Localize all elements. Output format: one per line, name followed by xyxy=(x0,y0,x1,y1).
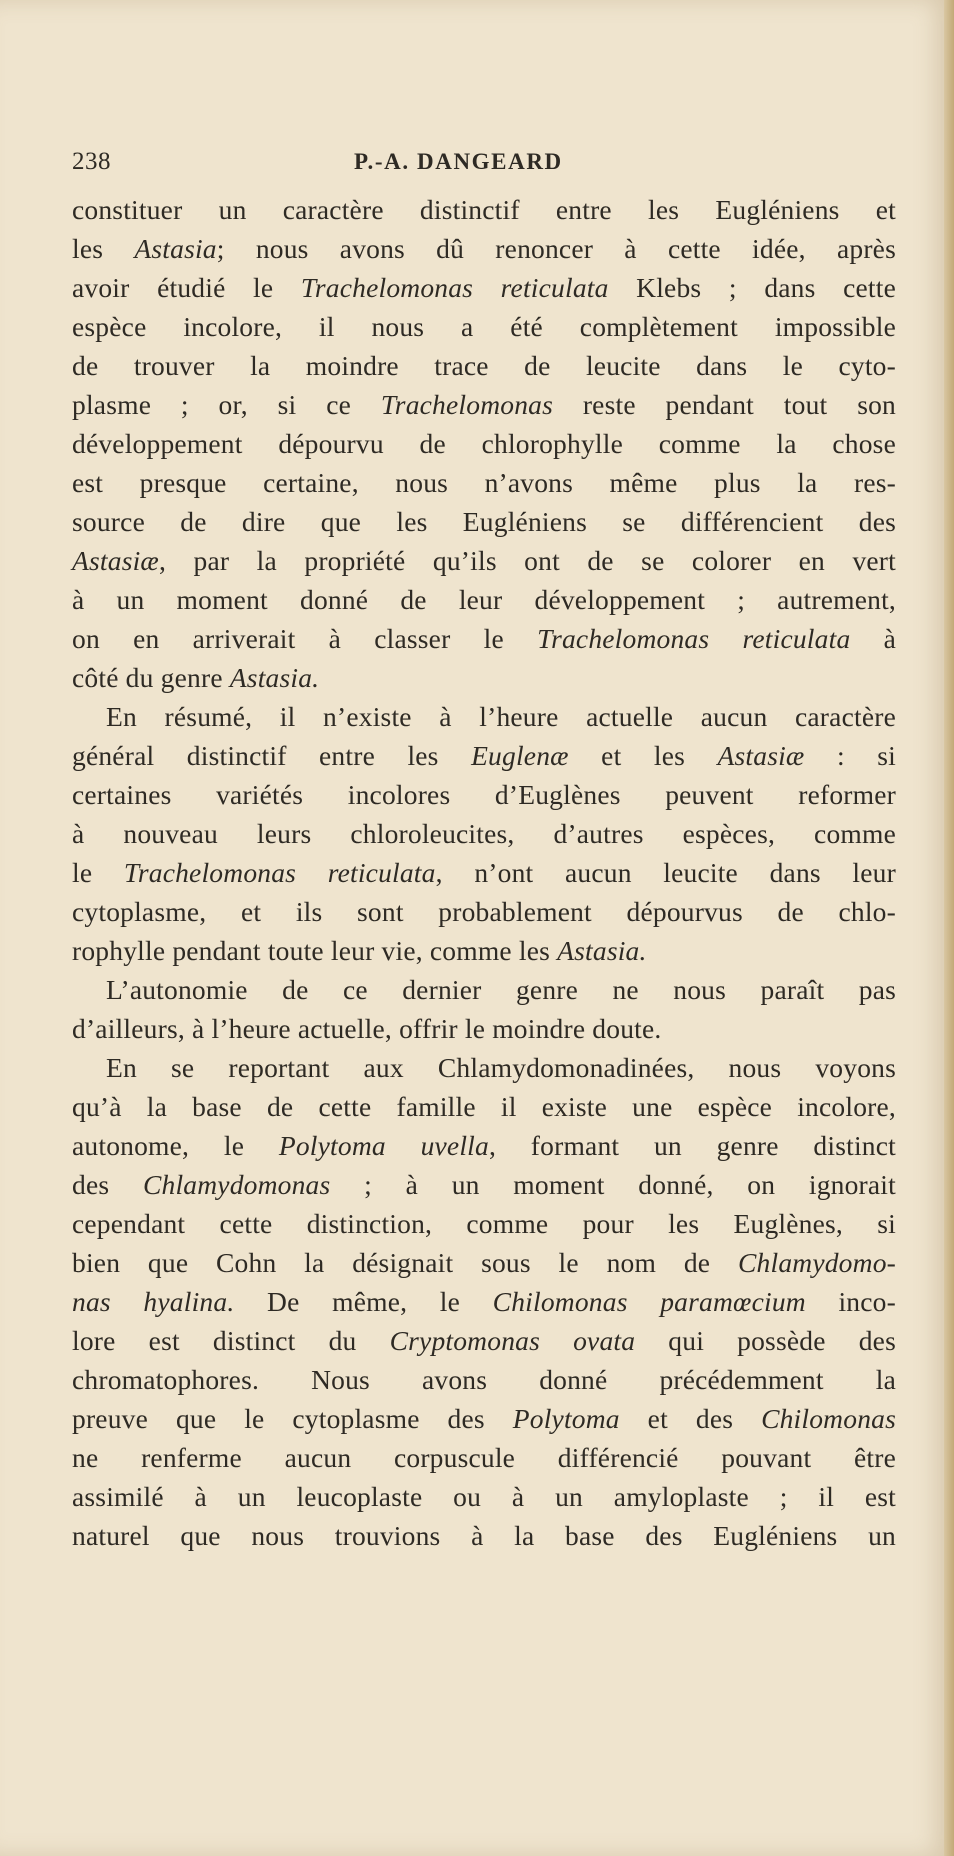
text-segment: certaines variétés incolores d’Euglènes peuvent reformer xyxy=(72,779,896,810)
text-segment: d’ailleurs, à l’heure actuelle, offrir le moindre doute. xyxy=(72,1013,662,1044)
italic-term: Chilomonas xyxy=(761,1403,896,1434)
italic-term: Polytoma uvella xyxy=(278,1130,489,1161)
text-line xyxy=(72,385,896,424)
text-line xyxy=(72,346,896,385)
text-segment: est presque certaine, nous n’avons même plus la res- xyxy=(72,467,896,498)
text-line xyxy=(72,853,896,892)
text-segment: preuve que le cytoplasme des xyxy=(72,1403,513,1434)
text-segment: cytoplasme, et ils sont probablement dépourvus de chlo- xyxy=(72,896,896,927)
italic-term: Euglenæ xyxy=(471,740,569,771)
text-line xyxy=(72,814,896,853)
text-line xyxy=(72,736,896,775)
text-segment: source de dire que les Eugléniens se différencient des xyxy=(72,506,896,537)
text-line xyxy=(72,658,896,697)
text-segment: général distinctif entre les xyxy=(72,740,472,771)
text-line xyxy=(72,1360,896,1399)
text-line xyxy=(72,1243,896,1282)
text-segment: assimilé à un leucoplaste ou à un amyloplaste ; il est xyxy=(72,1481,896,1512)
italic-term: Trachelomonas reticulata xyxy=(537,623,851,654)
text-line xyxy=(72,970,896,1009)
text-segment: et des xyxy=(619,1403,762,1434)
text-line xyxy=(72,775,896,814)
text-line xyxy=(72,502,896,541)
text-segment: espèce incolore, il nous a été complètement impossible xyxy=(72,311,896,342)
italic-term: Chlamydomo- xyxy=(737,1247,896,1278)
italic-term: Trachelomonas reticulata xyxy=(300,272,609,303)
text-segment: plasme ; or, si ce xyxy=(72,389,381,420)
text-line xyxy=(72,1087,896,1126)
page-edge-shadow xyxy=(944,0,954,1856)
italic-term: Astasia. xyxy=(229,662,320,693)
text-line xyxy=(72,1477,896,1516)
text-segment: , par la propriété qu’ils ont de se colorer en vert xyxy=(158,545,896,576)
text-segment: des xyxy=(72,1169,143,1200)
text-segment: , n’ont aucun leucite dans leur xyxy=(435,857,896,888)
text-segment: qu’à la base de cette famille il existe une espèce incolore, xyxy=(72,1091,896,1122)
text-line xyxy=(72,1126,896,1165)
text-segment: à un moment donné de leur développement ; autrement, xyxy=(72,584,896,615)
text-segment: développement dépourvu de chlorophylle comme la chose xyxy=(72,428,896,459)
text-segment: L’autonomie de ce dernier genre ne nous paraît pas xyxy=(106,974,896,1005)
text-line xyxy=(72,307,896,346)
text-segment: : si xyxy=(804,740,896,771)
text-segment: ne renferme aucun corpuscule différencié pouvant être xyxy=(72,1442,896,1473)
text-segment: En se reportant aux Chlamydomonadinées, nous voyons xyxy=(106,1052,896,1083)
page-header xyxy=(72,148,892,188)
text-line xyxy=(72,892,896,931)
text-line xyxy=(72,697,896,736)
italic-term: Astasiæ xyxy=(717,740,805,771)
text-segment: les xyxy=(72,233,135,264)
text-segment: chromatophores. Nous avons donné précédemment la xyxy=(72,1364,896,1395)
text-segment: reste pendant tout son xyxy=(553,389,896,420)
text-segment: lore est distinct du xyxy=(72,1325,390,1356)
italic-term: nas hyalina. xyxy=(72,1286,235,1317)
text-segment: cependant cette distinction, comme pour les Euglènes, si xyxy=(72,1208,896,1239)
text-segment: Klebs ; dans cette xyxy=(608,272,897,303)
text-segment: constituer un caractère distinctif entre les Eugléniens et xyxy=(72,194,896,225)
text-line xyxy=(72,229,896,268)
text-segment: et les xyxy=(568,740,718,771)
text-segment: ; à un moment donné, on ignorait xyxy=(330,1169,896,1200)
text-segment: de trouver la moindre trace de leucite dans le cyto- xyxy=(72,350,896,381)
text-line xyxy=(72,1204,896,1243)
text-segment: , formant un genre distinct xyxy=(488,1130,896,1161)
italic-term: Cryptomonas ovata xyxy=(389,1325,636,1356)
text-segment: le xyxy=(72,857,124,888)
italic-term: Trachelomonas xyxy=(380,389,554,420)
text-segment: De même, le xyxy=(234,1286,493,1317)
text-line xyxy=(72,1399,896,1438)
running-head: P.-A. DANGEARD xyxy=(354,149,563,174)
text-line xyxy=(72,541,896,580)
text-segment: côté du genre xyxy=(72,662,230,693)
text-segment: inco- xyxy=(805,1286,896,1317)
italic-term: Astasia. xyxy=(557,935,647,966)
text-line xyxy=(72,424,896,463)
text-segment: à xyxy=(850,623,896,654)
text-line xyxy=(72,463,896,502)
text-line xyxy=(72,1438,896,1477)
italic-term: Polytoma xyxy=(512,1403,620,1434)
italic-term: Astasia xyxy=(134,233,217,264)
text-line xyxy=(72,1282,896,1321)
text-segment: autonome, le xyxy=(72,1130,279,1161)
body-text xyxy=(72,190,896,1555)
text-segment: naturel que nous trouvions à la base des Eugléniens un xyxy=(72,1520,896,1551)
text-line xyxy=(72,268,896,307)
text-line xyxy=(72,1321,896,1360)
text-segment: qui possède des xyxy=(635,1325,896,1356)
text-line xyxy=(72,190,896,229)
text-line xyxy=(72,1048,896,1087)
italic-term: Astasiæ xyxy=(72,545,159,576)
text-segment: ; nous avons dû renoncer à cette idée, après xyxy=(216,233,896,264)
italic-term: Trachelomonas reticulata xyxy=(123,857,436,888)
text-segment: avoir étudié le xyxy=(72,272,301,303)
text-line xyxy=(72,1165,896,1204)
text-line xyxy=(72,1009,896,1048)
text-segment: rophylle pendant toute leur vie, comme les xyxy=(72,935,558,966)
text-segment: En résumé, il n’existe à l’heure actuelle aucun caractère xyxy=(106,701,896,732)
italic-term: Chlamydomonas xyxy=(142,1169,331,1200)
text-line xyxy=(72,580,896,619)
text-line xyxy=(72,931,896,970)
text-segment: on en arriverait à classer le xyxy=(72,623,538,654)
text-line xyxy=(72,1516,896,1555)
text-segment: bien que Cohn la désignait sous le nom de xyxy=(72,1247,738,1278)
page-number: 238 xyxy=(72,148,111,175)
text-line xyxy=(72,619,896,658)
text-segment: à nouveau leurs chloroleucites, d’autres espèces, comme xyxy=(72,818,896,849)
italic-term: Chilomonas paramœcium xyxy=(492,1286,806,1317)
